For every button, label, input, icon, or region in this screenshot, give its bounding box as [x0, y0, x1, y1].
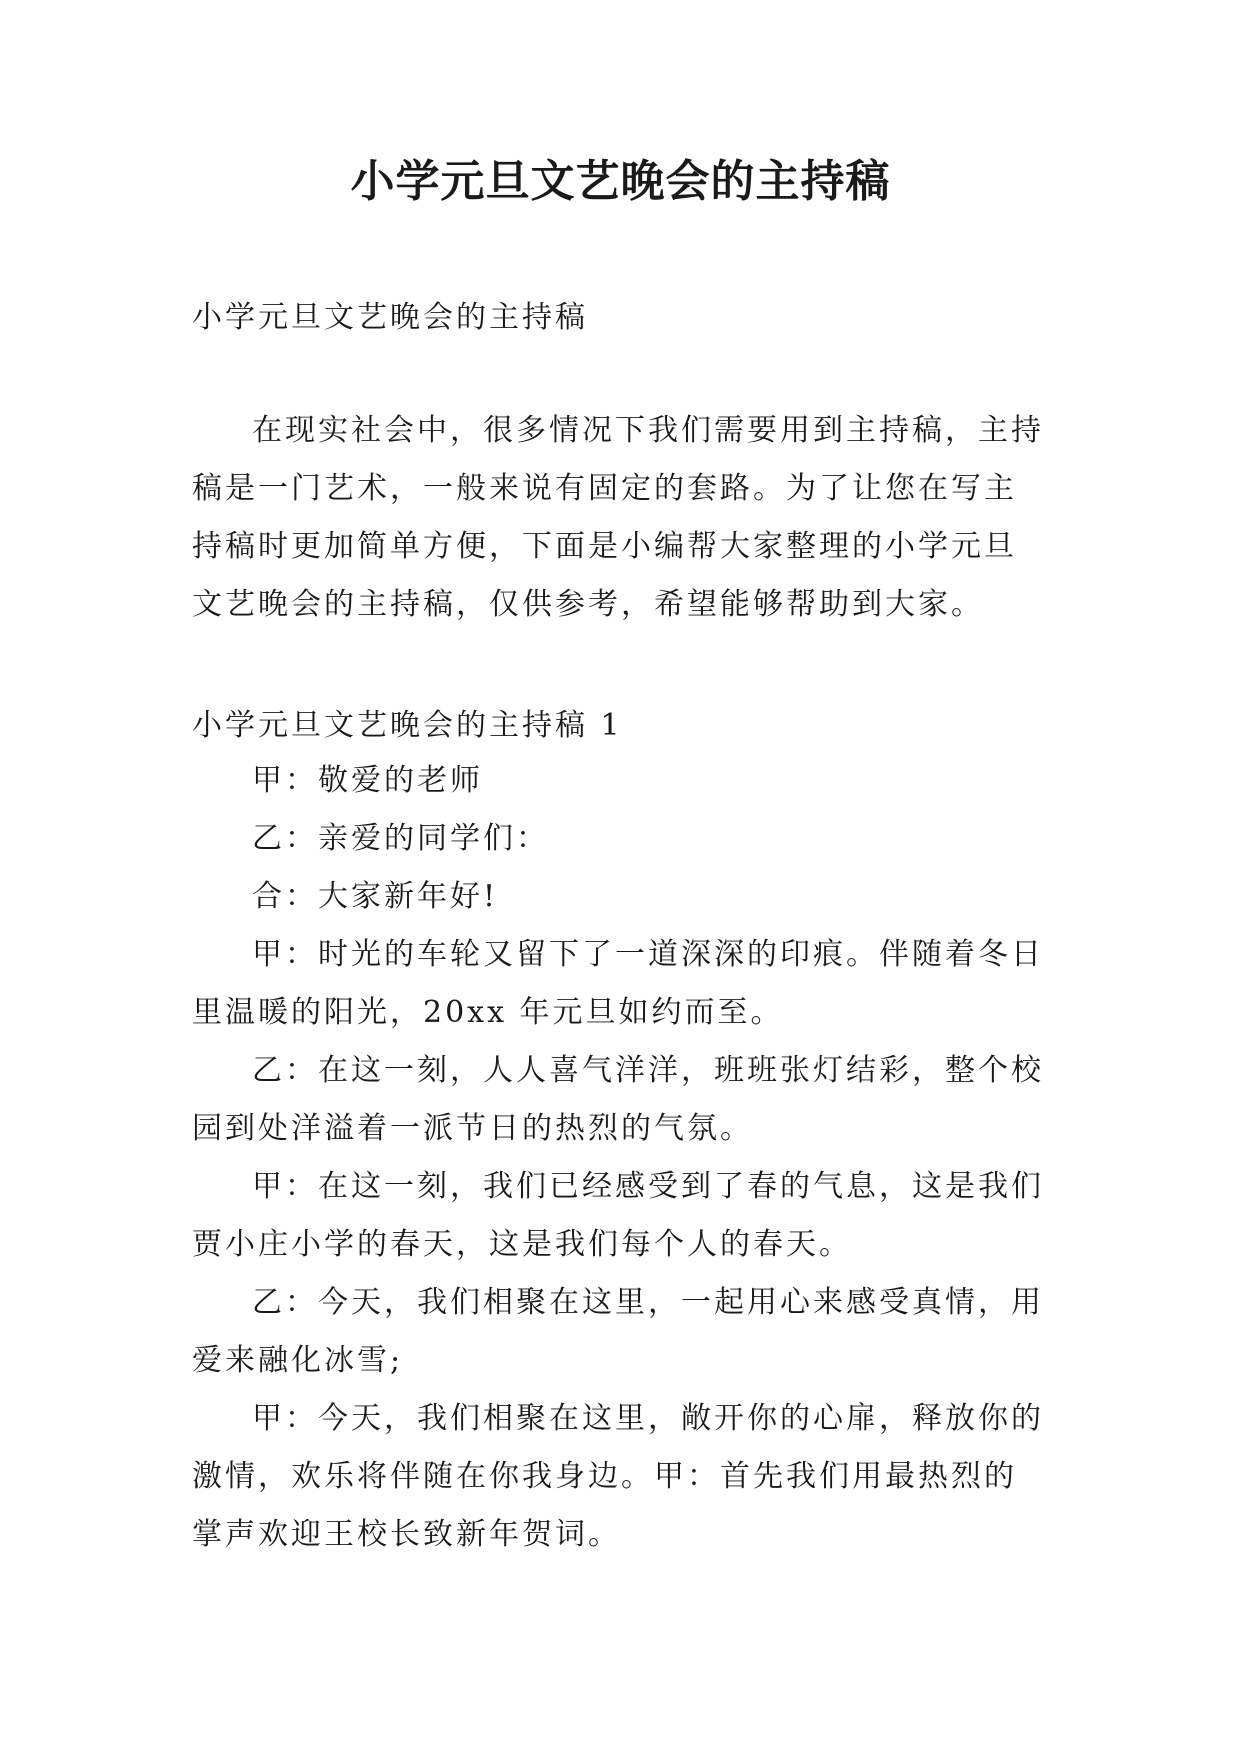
dialogue-line: 合：大家新年好! — [252, 879, 499, 914]
dialogue-line: 甲：时光的车轮又留下了一道深深的印痕。伴随着冬日里温暖的阳光，20xx 年元旦如约而至。 — [192, 937, 1044, 1030]
dialogue-line: 乙：在这一刻，人人喜气洋洋，班班张灯结彩，整个校园到处洋溢着一派节日的热烈的气氛。 — [192, 1053, 1044, 1146]
dialogue-line: 甲：在这一刻，我们已经感受到了春的气息，这是我们贾小庄小学的春天，这是我们每个人的春天。 — [192, 1169, 1044, 1262]
intro-paragraph: 在现实社会中，很多情况下我们需要用到主持稿，主持稿是一门艺术，一般来说有固定的套路。为了让您在写主持稿时更加简单方便，下面是小编帮大家整理的小学元旦文艺晚会的主持稿，仅供参考，希望能够帮助到大家。 — [192, 413, 1044, 622]
document-title: 小学元旦文艺晚会的主持稿 — [350, 156, 891, 207]
section-heading: 小学元旦文艺晚会的主持稿 1 — [192, 708, 623, 743]
dialogue-line: 乙：今天，我们相聚在这里，一起用心来感受真情，用爱来融化冰雪; — [192, 1285, 1044, 1378]
dialogue-line: 乙：亲爱的同学们： — [252, 821, 549, 856]
document-subtitle: 小学元旦文艺晚会的主持稿 — [192, 300, 588, 335]
dialogue-line: 甲：今天，我们相聚在这里，敞开你的心扉，释放你的激情，欢乐将伴随在你我身边。甲：首先我们用最热烈的掌声欢迎王校长致新年贺词。 — [192, 1401, 1044, 1552]
dialogue-line: 甲：敬爱的老师 — [252, 763, 483, 798]
dialogue-section — [192, 752, 1048, 1564]
